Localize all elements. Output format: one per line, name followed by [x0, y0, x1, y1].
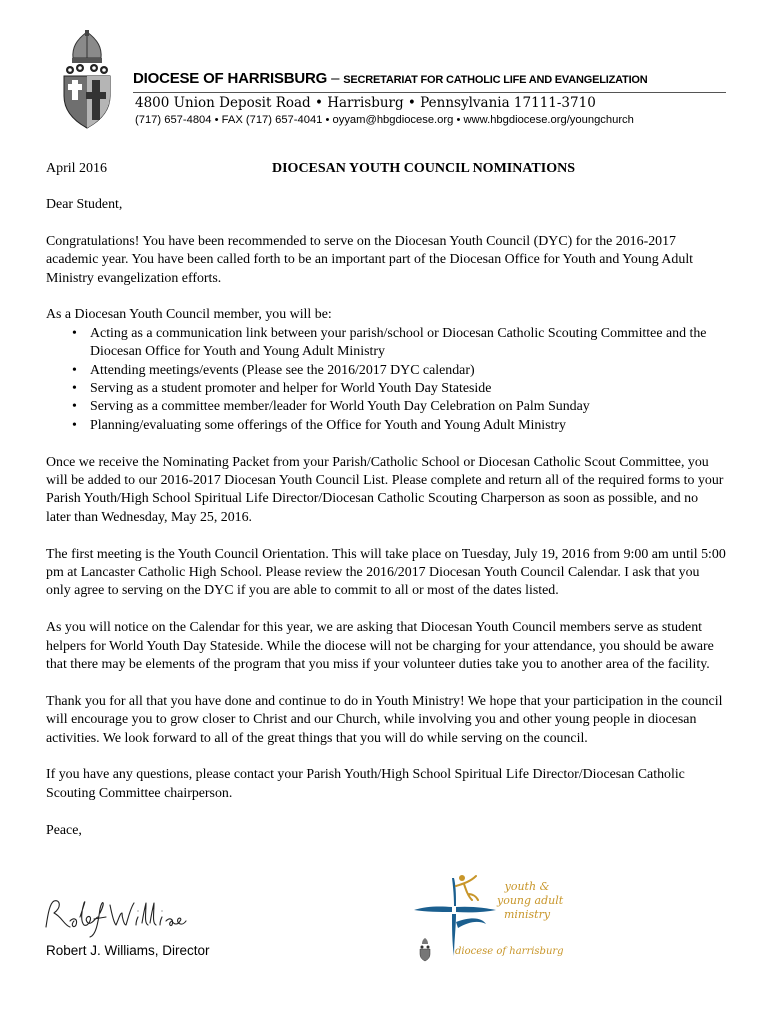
organization-name: DIOCESE OF HARRISBURG	[133, 70, 328, 87]
letterhead-divider	[133, 92, 726, 93]
paragraph-thank-you: Thank you for all that you have done and continue to do in Youth Ministry! We hope that your participation in the council will encourage you to grow closer to Christ and our Church, while involving you and other young people in diocesan activities. We look forward to all of the great things that you will do while serving on the council.	[46, 693, 723, 746]
signature-icon	[40, 895, 190, 939]
bullet-icon: •	[72, 381, 77, 397]
list-item: • Planning/evaluating some offerings of the Office for Youth and Young Adult Ministry	[90, 417, 726, 435]
ministry-logo-line: young adult	[497, 894, 564, 907]
list-item: • Acting as a communication link between your parish/school or Diocesan Catholic Scouting Committee and the Diocesan Office for Youth and Young Adult Ministry	[72, 325, 707, 360]
bullet-icon: •	[72, 417, 77, 433]
organization-address: 4800 Union Deposit Road • Harrisburg • Pennsylvania 17111-3710	[135, 95, 596, 111]
paragraph-questions: If you have any questions, please contact your Parish Youth/High School Spiritual Life Director/Diocesan Catholic Scouting Committee chairperson.	[46, 767, 685, 801]
list-item: • Serving as a committee member/leader for World Youth Day Celebration on Palm Sunday	[90, 398, 726, 416]
paragraph-world-youth-day: As you will notice on the Calendar for this year, we are asking that Diocesan Youth Council members serve as student helpers for World Youth Day Stateside. While the diocese will not be charging for your attendance, you should be aware that there may be elements of the program that you miss if your volunteer duties take you to another area of the facility.	[46, 620, 714, 673]
closing: Peace,	[46, 822, 82, 838]
bullet-icon: •	[72, 362, 77, 378]
organization-contact: (717) 657-4804 • FAX (717) 657-4041 • oyyam@hbgdiocese.org • www.hbgdiocese.org/youngchurch	[135, 114, 634, 126]
paragraph-first-meeting: The first meeting is the Youth Council Orientation. This will take place on Tuesday, July 19, 2016 from 9:00 am until 5:00 pm at Lancaster Catholic High School. Please review the 2016/2017 Diocesan Youth Council Calendar. I ask that you only agree to serving on the DYC if you are able to commit to all or most of the dates listed.	[46, 546, 726, 599]
letter-body	[46, 196, 726, 858]
organization-separator: –	[327, 70, 344, 87]
signer-name: Robert J. Williams, Director	[46, 943, 210, 958]
ministry-logo-text	[497, 880, 564, 922]
letter-date: April 2016	[46, 161, 108, 176]
letter-heading: DIOCESAN YOUTH COUNCIL NOMINATIONS	[272, 161, 575, 176]
duties-intro: As a Diocesan Youth Council member, you will be:	[46, 307, 332, 323]
ministry-logo-line: youth &	[504, 880, 550, 893]
list-item: • Serving as a student promoter and helper for World Youth Day Stateside	[90, 380, 726, 398]
organization-department: SECRETARIAT FOR CATHOLIC LIFE AND EVANGELIZATION	[343, 74, 648, 86]
ministry-logo-line: ministry	[503, 908, 551, 921]
paragraph-congratulations: Congratulations! You have been recommended to serve on the Diocesan Youth Council (DYC) for the 2016-2017 academic year. You have been called forth to be an important part of the Diocesan Office for Youth and Young Adult Ministry evangelization efforts.	[46, 233, 694, 286]
bullet-icon: •	[72, 325, 77, 341]
duties-list	[46, 325, 726, 435]
bullet-icon: •	[72, 399, 77, 415]
list-item: • Attending meetings/events (Please see the 2016/2017 DYC calendar)	[90, 362, 726, 380]
salutation: Dear Student,	[46, 197, 123, 212]
paragraph-nominating-packet: Once we receive the Nominating Packet from your Parish/Catholic School or Diocesan Catholic Scout Committee, you will be added to our 2016-2017 Diocesan Youth Council List. Please complete and return all of the required forms to your Parish Youth/High School Spiritual Life Director/Diocesan Catholic Scouting Charperson as soon as possible, and no later than Wednesday, May 25, 2016.	[46, 454, 724, 525]
diocese-crest-icon	[56, 30, 118, 130]
organization-header	[133, 70, 648, 87]
ministry-logo-diocese: diocese of harrisburg	[455, 946, 564, 957]
